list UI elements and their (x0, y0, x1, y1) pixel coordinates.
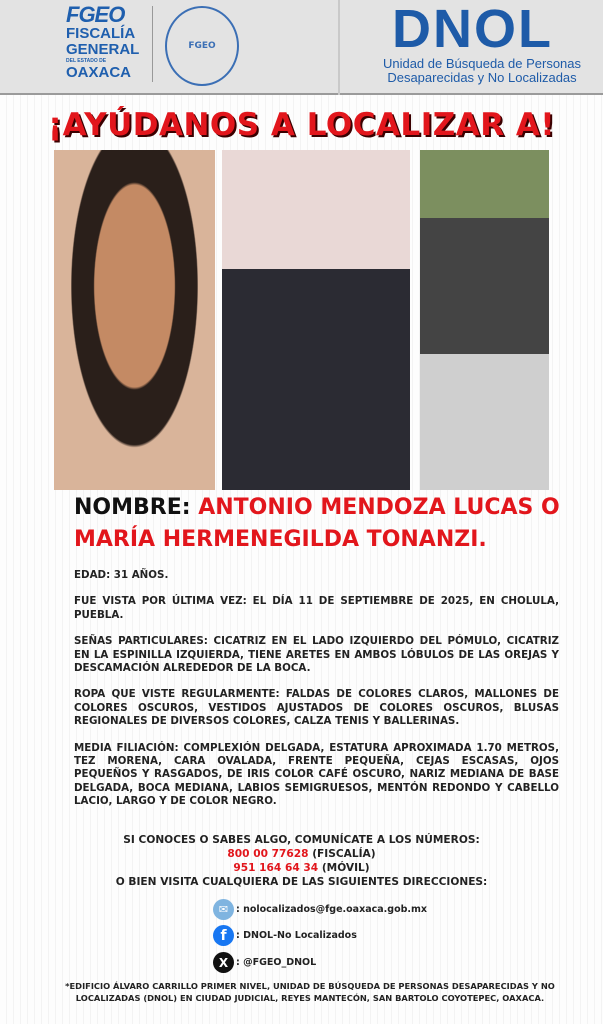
name-value: ANTONIO MENDOZA LUCAS O (198, 495, 560, 520)
age: EDAD: 31 AÑOS. (74, 569, 169, 581)
photo-full-body (420, 150, 549, 490)
dnol-logo: DNOL (392, 0, 553, 59)
x-row (213, 952, 316, 973)
name-line-2: MARÍA HERMENEGILDA TONANZI. (74, 527, 487, 552)
x-icon: X (213, 952, 234, 973)
email-row (213, 899, 427, 920)
divider (338, 0, 340, 95)
poster-title: ¡AYÚDANOS A LOCALIZAR A! (47, 107, 555, 143)
fgeo-seal: FGEO (165, 6, 239, 86)
last-seen: FUE VISTA POR ÚLTIMA VEZ: EL DÍA 11 DE SEPTIEMBRE DE 2025, EN CHOLULA, PUEBLA. (74, 595, 559, 621)
fgeo-line: FISCALÍA (66, 25, 136, 42)
physical-description: MEDIA FILIACIÓN: COMPLEXIÓN DELGADA, ESTATURA APROXIMADA 1.70 METROS, TEZ MORENA, CARA OVALADA, FRENTE PEQUEÑA, CEJAS ESCASAS, OJOS PEQUEÑOS Y RASGADOS, DE IRIS COLOR CAFÉ OSCURO, NARIZ MEDIANA DE BASE DELGADA, BOCA MEDIANA, LABIOS SEMIGRUESOS, MENTÓN REDONDO Y CABELLO LACIO, LARGO Y DE COLOR NEGRO. (74, 741, 559, 808)
phone-label: (FISCALÍA) (308, 848, 376, 860)
header-banner (0, 0, 603, 95)
dnol-subtitle (368, 57, 596, 85)
phone-label: (MÓVIL) (318, 862, 370, 874)
dnol-subtitle-line: Desaparecidas y No Localizadas (387, 70, 577, 85)
email-icon: ✉ (213, 899, 234, 920)
fgeo-line: DEL ESTADO DE (66, 58, 107, 64)
fgeo-logo-text: FGEO (66, 2, 125, 27)
name-label: NOMBRE: (74, 495, 191, 520)
phone-fiscalia[interactable]: 800 00 77628 (227, 848, 309, 860)
divider (152, 6, 153, 82)
details (74, 569, 559, 822)
photo-long-hair (222, 150, 410, 490)
email-link[interactable]: : nolocalizados@fge.oaxaca.gob.mx (236, 904, 428, 915)
clothing: ROPA QUE VISTE REGULARMENTE: FALDAS DE COLORES CLAROS, MALLONES DE COLORES OSCUROS, VESTIDOS AJUSTADOS DE COLORES OSCUROS, BLUSAS REGIONALES DE DIVERSOS COLORES, CALZA TENIS Y BALLERINAS. (74, 688, 559, 728)
dnol-subtitle-line: Unidad de Búsqueda de Personas (382, 56, 582, 71)
contact-visit: O BIEN VISITA CUALQUIERA DE LAS SIGUIENTES DIRECCIONES: (115, 876, 488, 888)
fgeo-line: OAXACA (66, 64, 132, 81)
name-line-1 (74, 493, 560, 523)
facebook-row (213, 925, 357, 946)
distinguishing-marks: SEÑAS PARTICULARES: CICATRIZ EN EL LADO IZQUIERDO DEL PÓMULO, CICATRIZ EN LA ESPINILLA IZQUIERDA, TIENE ARETES EN AMBOS LÓBULOS DE LAS OREJAS Y DESCAMACIÓN ALREDEDOR DE LA BOCA. (74, 635, 559, 675)
facebook-icon: f (213, 925, 234, 946)
phone-movil[interactable]: 951 164 64 34 (233, 862, 319, 874)
contact-intro: SI CONOCES O SABES ALGO, COMUNÍCATE A LOS NÚMEROS: (123, 834, 480, 846)
address-footer: *EDIFICIO ÁLVARO CARRILLO PRIMER NIVEL, UNIDAD DE BÚSQUEDA DE PERSONAS DESAPARECIDAS Y NO LOCALIZADAS (DNOL) EN CIUDAD JUDICIAL, REYES MANTECÓN, SAN BARTOLO COYOTEPEC, OAXACA. (65, 981, 555, 1003)
photo-face (54, 150, 215, 490)
fgeo-line: GENERAL (66, 41, 140, 58)
fgeo-logo (66, 4, 139, 81)
x-link[interactable]: : @FGEO_DNOL (236, 957, 317, 968)
contact-info (0, 833, 603, 889)
facebook-link[interactable]: : DNOL-No Localizados (236, 930, 357, 941)
